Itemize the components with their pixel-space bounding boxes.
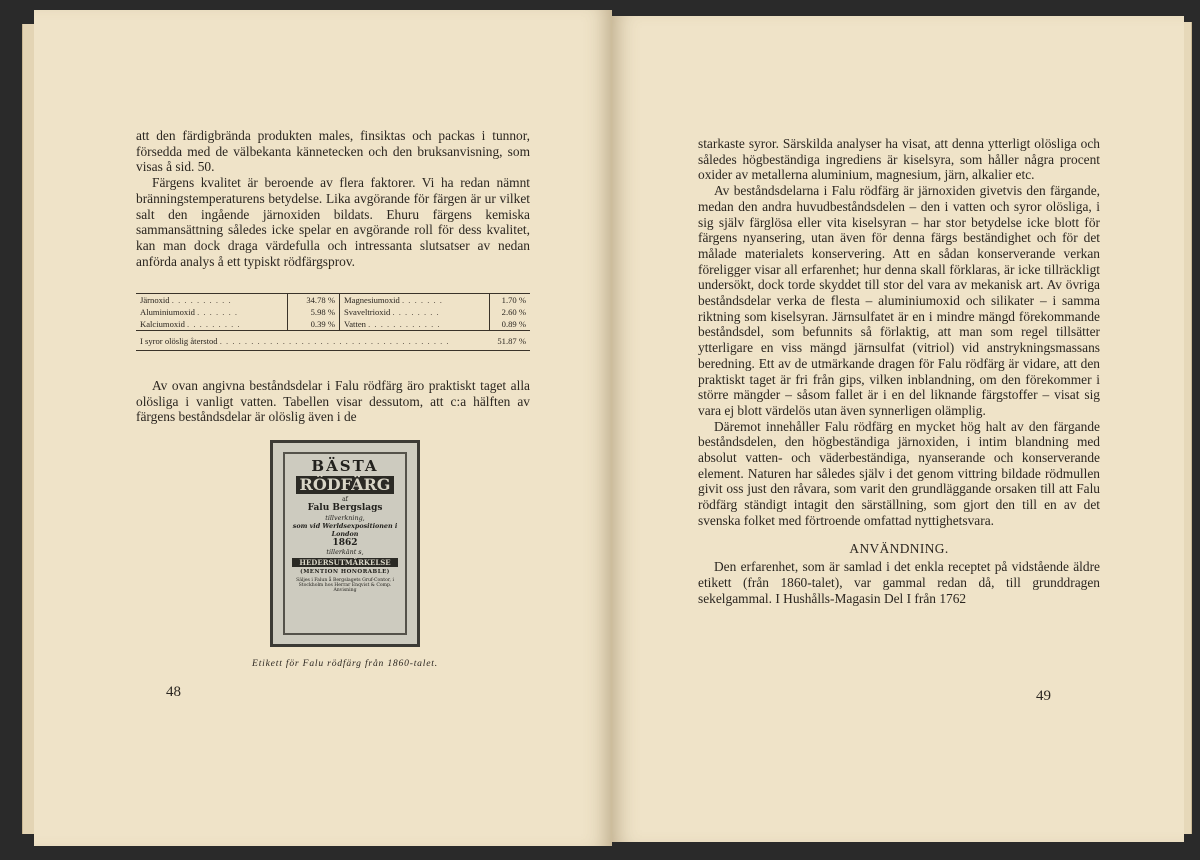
analysis-total-value: 51.87 % (489, 331, 530, 351)
left-paragraph-2: Färgens kvalitet är beroende av flera faktorer. Vi ha redan nämnt bränningstemperaturens betydelse. Lika avgörande för färgen är ur vilket salt den ingående järnoxiden bildats. Ehuru färgens kemiska sammansättning således icke spelar en avgörande roll för dess kvalitet, kan man dock draga värdefulla och intressanta slutsatser av nedan anförda analys å ett typiskt rödfärgsprov. (136, 175, 530, 269)
table-row: Kalciumoxid . . . . . . . . . 0.39 % Vatten . . . . . . . . . . . . 0.89 % (136, 318, 530, 331)
page-number-left: 48 (166, 684, 181, 700)
vintage-label-image (270, 440, 420, 647)
book-edge-right (1184, 22, 1192, 834)
analysis-name: Svaveltrioxid (343, 307, 391, 317)
analysis-value: 5.98 % (287, 306, 339, 318)
right-paragraph-2: Av beståndsdelarna i Falu rödfärg är järnoxiden givetvis den färgande, medan den andra huvudbeståndsdelen – den i vatten och syror olösliga, i sig själv färglösa eller vita kiselsyran – har stor betydelse icke blott för färgens nyansering, utan även för denna färgs beständighet och för det målade materialets konservering. Att en sådan konserverande verkan föreligger visar all erfarenhet; hur denna skall förklaras, är icke tillräckligt undersökt, dock torde skyddet till stor del vara av mekanisk art. Av övriga beståndsdelar verka de flesta – aluminiumoxid och silikater – i samma riktning som kiselsyran. Järnsulfatet är en i mindre mängd förekommande beståndsdel, som befunnits så förlaktig, att man som regel tillsätter ytterligare en viss mängd järnsulfat (vitriol) vid anstrykningsmassans beredning. Ett av de utmärkande dragen för Falu rödfärg är vidare, att den praktiskt taget är fri från gips, vilken inblandning, om den förekommer i större mängder – såsom fallet är i en del liknande färgstoffer – visat sig vara ej blott värdelös utan även synnerligen olämplig. (698, 183, 1100, 418)
label-line-10: (MENTION HONORABLE) (300, 569, 390, 575)
label-line-8: tillerkänt s, (326, 548, 364, 556)
image-caption: Etikett för Falu rödfärg från 1860-talet. (252, 658, 438, 669)
analysis-name: Vatten (343, 319, 366, 329)
analysis-table (136, 293, 530, 351)
label-line-7: 1862 (332, 538, 358, 548)
analysis-name: Aluminiumoxid (140, 307, 195, 317)
label-line-4: Falu Bergslags (307, 503, 383, 513)
left-page-text-top (136, 128, 530, 269)
table-row-total: I syror olöslig återstod . . . . . . . . . . . . . . . . . . . . . . . . . . . . . . . . . . . . . 51.87 % (136, 331, 530, 351)
section-heading: ANVÄNDNING. (849, 540, 949, 556)
analysis-name: Magnesiumoxid (343, 295, 400, 305)
left-paragraph-1: att den färdigbrända produkten males, finsiktas och packas i tunnor, försedda med de välbekanta kännetecken och den bruksanvisning, som visas å sid. 50. (136, 128, 530, 175)
right-page (612, 16, 1184, 842)
left-paragraph-3: Av ovan angivna beståndsdelar i Falu rödfärg äro praktiskt taget alla olösliga i vanligt vatten. Tabellen visar dessutom, att c:a hälften av färgens beståndsdelar är olöslig även i de (136, 378, 530, 425)
right-page-text (698, 136, 1100, 606)
label-line-6: som vid Werldsexpositionen i London (292, 522, 398, 538)
label-line-2: RÖDFÄRG (296, 476, 394, 494)
page-number-right: 49 (1036, 688, 1051, 704)
label-line-9: HEDERSUTMÄRKELSE (292, 558, 398, 567)
analysis-name: Järnoxid (140, 295, 170, 305)
right-paragraph-3: Däremot innehåller Falu rödfärg en mycket hög halt av den färgande beståndsdelen, den högbeständiga järnoxiden, i intim blandning med absolut vatten- och väderbeständiga, nyanserande och konserverande element. Naturen har således själv i det genom vittring bildade rödmullen givit oss just den råvara, som varit den grundläggande orsaken till att Falu rödfärg ständigt intagit den särställning, som gjort den till en av det svenska folket med förtroende omfattad nyttighetsvara. (698, 418, 1100, 528)
right-paragraph-1: starkaste syror. Särskilda analyser ha visat, att denna ytterligt olösliga och således högbeständiga ingrediens är kiselsyra, som håller några procent oxider av metallerna aluminium, magnesium, järn, alkalier etc. (698, 136, 1100, 183)
label-line-1: BÄSTA (311, 457, 379, 475)
analysis-name: Kalciumoxid (140, 319, 185, 329)
label-fine-print: Säljes i Falun å Bergslagets Gruf-Contor, i Stockholm hos Herrar Enqvist & Comp. Anvisning (296, 577, 394, 593)
analysis-value: 34.78 % (287, 294, 339, 307)
analysis-total-name: I syror olöslig återstod (140, 336, 218, 346)
table-row: Aluminiumoxid . . . . . . . 5.98 % Svaveltrioxid . . . . . . . . 2.60 % (136, 306, 530, 318)
analysis-value: 0.39 % (287, 318, 339, 331)
label-line-3: af (342, 496, 348, 503)
analysis-value: 2.60 % (489, 306, 530, 318)
table-row: Järnoxid . . . . . . . . . . 34.78 % Magnesiumoxid . . . . . . . 1.70 % (136, 294, 530, 307)
left-page-text-bottom (136, 378, 530, 425)
analysis-value: 1.70 % (489, 294, 530, 307)
label-line-5: tillverkning, (325, 514, 365, 522)
label-frame (283, 452, 407, 635)
right-paragraph-4: Den erfarenhet, som är samlad i det enkla receptet på vidstående äldre etikett (från 1860-talet), var gammal redan då, till grunddragen sekelgammal. I Hushålls-Magasin Del I från 1762 (698, 559, 1100, 606)
analysis-value: 0.89 % (489, 318, 530, 331)
